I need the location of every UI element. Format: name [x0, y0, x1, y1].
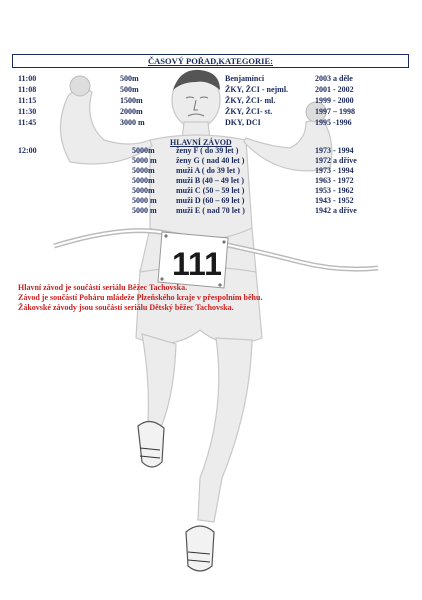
schedule-time: 11:00	[18, 74, 37, 83]
bib-number: 111	[172, 246, 222, 282]
main-race-distance: 5000m	[132, 146, 155, 155]
schedule-category: DKY, DCI	[225, 118, 261, 127]
schedule-years: 1997 – 1998	[315, 107, 355, 116]
schedule-time: 11:30	[18, 107, 37, 116]
main-race-category: ženy G ( nad 40 let )	[176, 156, 245, 165]
main-race-category: muži C (50 – 59 let )	[176, 186, 245, 195]
main-race-years: 1943 - 1952	[315, 196, 354, 205]
schedule-category: ŽKY, ŽCI - nejml.	[225, 85, 289, 94]
schedule-category: ŽKY, ŽCI- st.	[225, 107, 273, 116]
note-line: Závod je součástí Poháru mládeže Plzeňského kraje v přespolním běhu.	[18, 293, 263, 302]
main-race-distance: 5000m	[132, 186, 155, 195]
main-race-years: 1953 - 1962	[315, 186, 354, 195]
note-line: Žákovské závody jsou součástí seriálu Dětský běžec Tachovska.	[18, 303, 234, 312]
schedule-years: 2003 a děle	[315, 74, 353, 83]
schedule-time: 11:45	[18, 118, 37, 127]
main-race-distance: 5000m	[132, 166, 155, 175]
main-race-distance: 5000m	[132, 176, 155, 185]
schedule-category: ŽKY, ŽCI- ml.	[225, 96, 276, 105]
schedule-distance: 3000 m	[120, 118, 145, 127]
main-race-category: muži E ( nad 70 let )	[176, 206, 245, 215]
main-race-years: 1972 a dříve	[315, 156, 357, 165]
main-race-category: muži B (40 – 49 let )	[176, 176, 244, 185]
main-race-category: muži A ( do 39 let )	[176, 166, 240, 175]
schedule-years: 1995 -1996	[315, 118, 352, 127]
schedule-category: Benjamínci	[225, 74, 265, 83]
notes-block	[18, 283, 262, 313]
schedule-distance: 500m	[120, 85, 139, 94]
main-race-years: 1963 - 1972	[315, 176, 354, 185]
note-line: Hlavní závod je součástí seriálu Běžec Tachovska.	[18, 283, 188, 292]
schedule-distance: 1500m	[120, 96, 143, 105]
main-race-distance: 5000 m	[132, 206, 157, 215]
main-race-category: ženy F ( do 39 let )	[176, 146, 239, 155]
schedule-years: 1999 - 2000	[315, 96, 354, 105]
main-race-heading: HLAVNÍ ZÁVOD	[170, 138, 232, 147]
main-race-years: 1973 - 1994	[315, 146, 354, 155]
main-race-years: 1942 a dříve	[315, 206, 357, 215]
main-race-category: muži D (60 – 69 let )	[176, 196, 245, 205]
schedule-years: 2001 - 2002	[315, 85, 354, 94]
main-race-distance: 5000 m	[132, 156, 157, 165]
schedule-distance: 2000m	[120, 107, 143, 116]
schedule-distance: 500m	[120, 74, 139, 83]
main-race-time: 12:00	[18, 146, 37, 155]
schedule-time: 11:08	[18, 85, 37, 94]
main-race-distance: 5000 m	[132, 196, 157, 205]
main-race-years: 1973 - 1994	[315, 166, 354, 175]
schedule-time: 11:15	[18, 96, 37, 105]
page-title: ČASOVÝ POŘAD,KATEGORIE:	[12, 54, 409, 68]
